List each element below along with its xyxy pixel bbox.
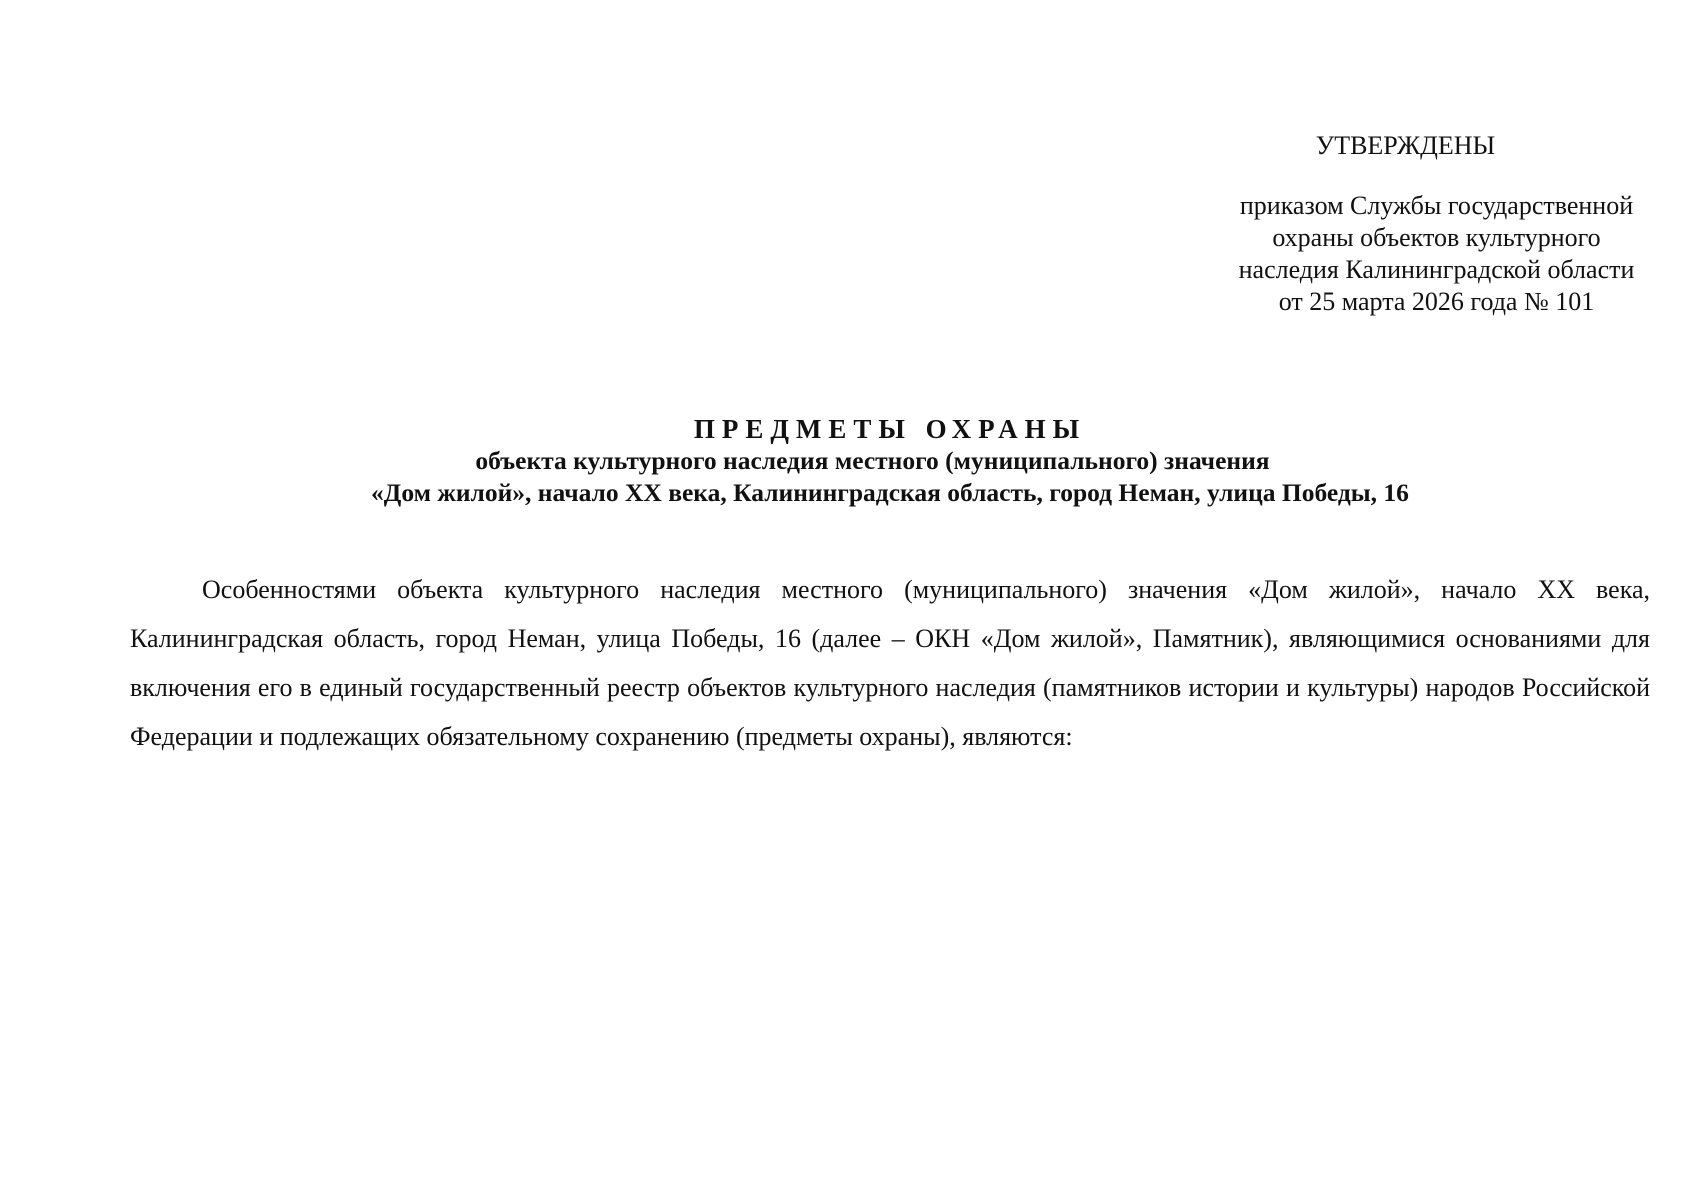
document-subtitle-object: объекта культурного наследия местного (муниципального) значения (475, 446, 1270, 475)
approval-line: охраны объектов культурного (1272, 223, 1601, 252)
document-subtitle-address: «Дом жилой», начало XX века, Калининградская область, город Неман, улица Победы, 16 (371, 478, 1409, 507)
approval-line: наследия Калининградской области (1238, 255, 1635, 284)
document-title: ПРЕДМЕТЫ ОХРАНЫ (693, 414, 1087, 444)
body-paragraph: Особенностями объекта культурного наследия местного (муниципального) значения «Дом жилой», начало XX века, Калининградская область, город Неман, улица Победы, 16 (далее – ОКН «Дом жилой», Памятник), являющимися основаниями для включения его в единый государственный реестр объектов культурного наследия (памятников истории и культуры) народов Российской Федерации и подлежащих обязательному сохранению (предметы охраны), являются: (130, 575, 1650, 751)
approval-line: приказом Службы государственной (1239, 191, 1634, 220)
approval-heading: УТВЕРЖДЕНЫ (1315, 131, 1496, 160)
document-title-block (130, 413, 1650, 509)
approval-line: от 25 марта 2026 года № 101 (1278, 287, 1595, 316)
approval-block (1214, 130, 1659, 318)
